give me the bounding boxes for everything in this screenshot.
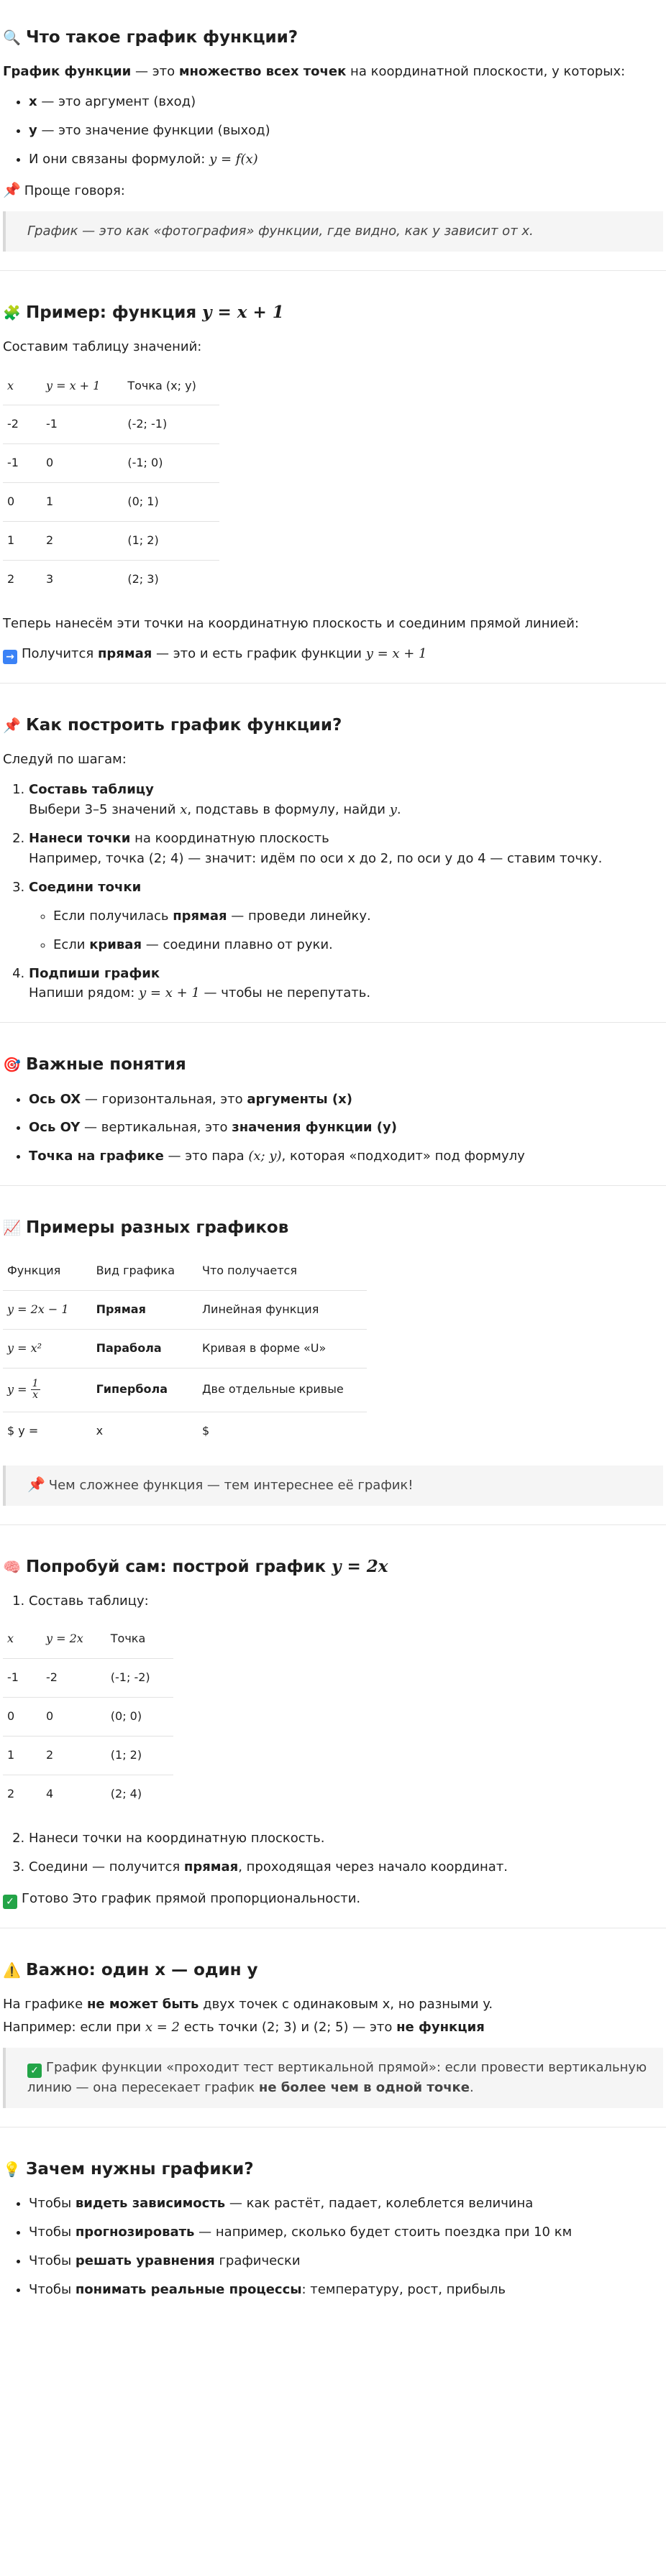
- puzzle-icon: 🧩: [3, 303, 21, 321]
- table-header: Точка (x; y): [123, 367, 219, 405]
- table-row: y = $\frac{1}{x}$ Гипербола Две отдельные кривые: [3, 1368, 367, 1412]
- divider: [0, 683, 666, 684]
- list-item: 2. Нанеси точки на координатную плоскость.: [29, 1828, 663, 1849]
- list-item: 2. Нанеси точки на координатную плоскость Например, точка (2; 4) — значит: идём по оси x до 2, по оси y до 4 — ставим точку.: [29, 829, 663, 869]
- brain-icon: 🧠: [3, 1558, 21, 1576]
- table-row: -1 0 (-1; 0): [3, 444, 219, 483]
- table-header: y = x + 1: [42, 367, 123, 405]
- values-table: [3, 1620, 173, 1813]
- blockquote: ✓ График функции «проходит тест вертикальной прямой»: если провести вертикальную линию — она пересекает график не более чем в одной точке.: [3, 2048, 663, 2108]
- table-row: 2 4 (2; 4): [7, 1786, 142, 1800]
- table-row: 2 3 (2; 3): [7, 571, 159, 586]
- divider: [0, 1524, 666, 1525]
- paragraph: На графике не может быть двух точек с одинаковым x, но разными y.: [3, 1997, 493, 2012]
- chart-icon: 📈: [3, 1219, 21, 1237]
- warning-icon: ⚠️: [3, 1961, 21, 1979]
- section-title: 🔍 Что такое график функции?: [3, 28, 298, 47]
- check-icon: ✓: [27, 2064, 42, 2078]
- list-item: • И они связаны формулой: y = f(x): [29, 150, 663, 170]
- section-title: 📈 Примеры разных графиков: [3, 1218, 289, 1238]
- table-row: -2 -1 (-2; -1): [3, 405, 219, 444]
- table-row: -1 -2 (-1; -2): [3, 1659, 173, 1698]
- table-row: 1 2 (1; 2): [3, 1736, 173, 1775]
- section-title: 🧠 Попробуй сам: построй график y = 2x: [3, 1557, 388, 1577]
- table-row: y = 2x − 1 Прямая Линейная функция: [3, 1291, 367, 1330]
- list-item: 3. Соедини — получится прямая, проходящая через начало координат.: [29, 1857, 663, 1877]
- paragraph: Например: если при x = 2 есть точки (2; 3) и (2; 5) — это не функция: [3, 2020, 485, 2036]
- pushpin-icon: 📌: [3, 180, 21, 198]
- table-header: Функция: [3, 1252, 92, 1290]
- table-row: y = x² Парабола Кривая в форме «U»: [3, 1330, 367, 1368]
- paragraph: Составим таблицу значений:: [3, 339, 202, 354]
- pushpin-icon: 📌: [27, 1476, 45, 1494]
- section-why-graphs: [0, 2152, 666, 2300]
- blockquote: 📌 Чем сложнее функция — тем интереснее её график!: [3, 1466, 663, 1506]
- divider: [0, 1022, 666, 1023]
- list-item: • y — это значение функции (выход): [29, 121, 663, 141]
- paragraph: Теперь нанесём эти точки на координатную плоскость и соединим прямой линией:: [3, 616, 579, 632]
- definition-list: [3, 92, 663, 170]
- table-row: $ y = x $: [7, 1423, 210, 1438]
- list-item: • Чтобы прогнозировать — например, сколько будет стоить поездка при 10 км: [29, 2222, 663, 2242]
- list-item: • x — это аргумент (вход): [29, 92, 663, 112]
- section-key-concepts: [0, 1047, 666, 1167]
- section-title: 💡 Зачем нужны графики?: [3, 2159, 254, 2179]
- section-how-to-build: [0, 708, 666, 1003]
- target-icon: 🎯: [3, 1056, 21, 1074]
- table-header: Что получается: [198, 1252, 367, 1290]
- list-item: ◦ Если кривая — соедини плавно от руки.: [53, 935, 663, 955]
- graph-types-table: [3, 1252, 367, 1450]
- list-item: • Ось OY — вертикальная, это значения функции (y): [29, 1118, 663, 1138]
- table-header: Точка: [106, 1620, 173, 1658]
- paragraph: Следуй по шагам:: [3, 752, 127, 768]
- definition-text: График функции — это множество всех точек на координатной плоскости, у которых:: [3, 64, 626, 80]
- section-title: ⚠️ Важно: один x — один y: [3, 1961, 258, 1980]
- divider: [0, 270, 666, 271]
- divider: [0, 1185, 666, 1186]
- list-item: 1. Составь таблицу Выбери 3–5 значений x, подставь в формулу, найди y.: [29, 780, 663, 820]
- steps-list: [3, 1591, 663, 1611]
- section-title: 🎯 Важные понятия: [3, 1055, 186, 1075]
- table-header: x: [3, 1620, 42, 1658]
- arrow-right-icon: →: [3, 650, 17, 664]
- list-item: • Ось OX — горизонтальная, это аргументы (x): [29, 1090, 663, 1110]
- section-try-yourself: [0, 1550, 666, 1909]
- concepts-list: [3, 1090, 663, 1167]
- blockquote: График — это как «фотография» функции, где видно, как y зависит от x.: [3, 211, 663, 252]
- list-item: • Чтобы решать уравнения графически: [29, 2251, 663, 2271]
- table-row: 1 2 (1; 2): [3, 521, 219, 560]
- list-item: • Чтобы понимать реальные процессы: температуру, рост, прибыль: [29, 2280, 663, 2300]
- done-line: ✓ Готово Это график прямой пропорциональности.: [3, 1889, 663, 1909]
- section-graph-examples: [0, 1210, 666, 1506]
- sub-list: [29, 906, 663, 955]
- list-item: 3. Соедини точки ◦ Если получилась прямая — проведи линейку. ◦ Если кривая — соедини плавно от руки.: [29, 878, 663, 955]
- table-row: 0 1 (0; 1): [3, 483, 219, 522]
- simply-put-label: 📌 Проще говоря:: [3, 180, 125, 198]
- reasons-list: [3, 2194, 663, 2300]
- result-line: → Получится прямая — это и есть график функции y = x + 1: [3, 644, 663, 664]
- steps-list: [3, 780, 663, 1003]
- fraction: $\frac{1}{x}$: [32, 1377, 39, 1402]
- list-item: 1. Составь таблицу:: [29, 1591, 663, 1611]
- magnifier-icon: 🔍: [3, 29, 21, 47]
- section-what-is-graph: [0, 20, 666, 252]
- lightbulb-icon: 💡: [3, 2161, 21, 2179]
- list-item: ◦ Если получилась прямая — проведи линейку.: [53, 906, 663, 926]
- list-item: • Чтобы видеть зависимость — как растёт, падает, колеблется величина: [29, 2194, 663, 2214]
- section-title: 🧩 Пример: функция y = x + 1: [3, 302, 284, 322]
- steps-list: [3, 1828, 663, 1877]
- divider: [0, 2127, 666, 2128]
- section-one-x-one-y: [0, 1953, 666, 2108]
- section-title: 📌 Как построить график функции?: [3, 716, 342, 735]
- section-example: [0, 295, 666, 665]
- list-item: • Точка на графике — это пара (x; y), которая «подходит» под формулу: [29, 1146, 663, 1167]
- table-header: x: [3, 367, 42, 405]
- table-header: Вид графика: [92, 1252, 198, 1290]
- table-header: y = 2x: [42, 1620, 106, 1658]
- values-table: [3, 367, 219, 599]
- table-row: 0 0 (0; 0): [3, 1697, 173, 1736]
- list-item: 4. Подпиши график Напиши рядом: y = x + 1 — чтобы не перепутать.: [29, 964, 663, 1004]
- pushpin-icon: 📌: [3, 717, 21, 735]
- check-icon: ✓: [3, 1895, 17, 1909]
